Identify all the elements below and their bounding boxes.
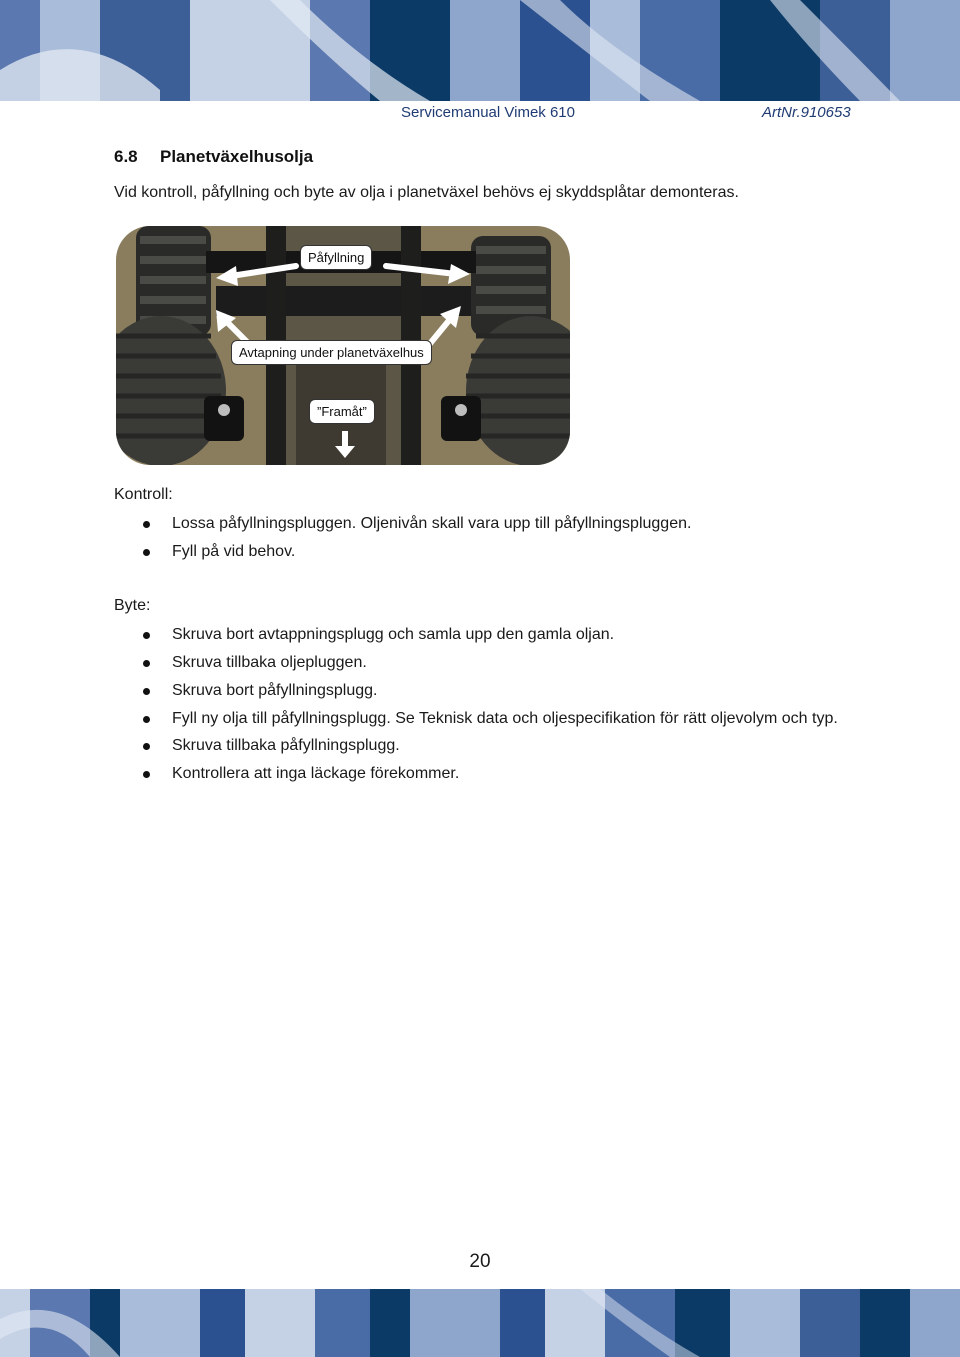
article-number: ArtNr.910653 <box>762 104 851 121</box>
bullet-icon <box>143 660 150 667</box>
callout-forward: ”Framåt” <box>309 399 375 424</box>
bullet-icon <box>143 771 150 778</box>
footer-decorative-band <box>0 1289 960 1357</box>
intro-paragraph: Vid kontroll, påfyllning och byte av olja i planetväxel behövs ej skyddsplåtar demonteras. <box>114 184 739 201</box>
manual-title: Servicemanual Vimek 610 <box>401 104 575 121</box>
bullet-icon <box>143 716 150 723</box>
kontroll-list <box>0 510 872 566</box>
byte-label: Byte: <box>114 597 151 614</box>
page-number: 20 <box>469 1251 491 1272</box>
list-item <box>0 760 872 788</box>
list-item-text: Lossa påfyllningspluggen. Oljenivån skall vara upp till påfyllningspluggen. <box>172 515 692 532</box>
list-item-text: Skruva bort avtappningsplugg och samla upp den gamla oljan. <box>172 626 615 643</box>
list-item <box>0 510 872 538</box>
bullet-icon <box>143 688 150 695</box>
bullet-icon <box>143 743 150 750</box>
running-header <box>0 104 960 126</box>
list-item <box>0 677 872 705</box>
list-item-text: Fyll ny olja till påfyllningsplugg. Se Teknisk data och oljespecifikation för rätt oljevolym och typ. <box>172 710 838 727</box>
kontroll-label: Kontroll: <box>114 486 173 503</box>
list-item <box>0 705 872 732</box>
byte-list <box>0 621 872 788</box>
list-item-text: Kontrollera att inga läckage förekommer. <box>172 765 460 782</box>
bullet-icon <box>143 632 150 639</box>
list-item <box>0 649 872 677</box>
header-decorative-band <box>0 0 960 101</box>
bullet-icon <box>143 549 150 556</box>
section-heading <box>114 147 313 167</box>
list-item <box>0 621 872 649</box>
list-item-text: Skruva bort påfyllningsplugg. <box>172 682 378 699</box>
list-item <box>0 538 872 566</box>
callout-drain: Avtapning under planetväxelhus <box>231 340 432 365</box>
list-item-text: Skruva tillbaka oljepluggen. <box>172 654 367 671</box>
list-item-text: Skruva tillbaka påfyllningsplugg. <box>172 737 400 754</box>
list-item <box>0 732 872 760</box>
section-number: 6.8 <box>114 147 138 166</box>
bullet-icon <box>143 521 150 528</box>
list-item-text: Fyll på vid behov. <box>172 543 296 560</box>
section-title: Planetväxelhusolja <box>160 147 314 166</box>
callout-fill: Påfyllning <box>300 245 372 270</box>
